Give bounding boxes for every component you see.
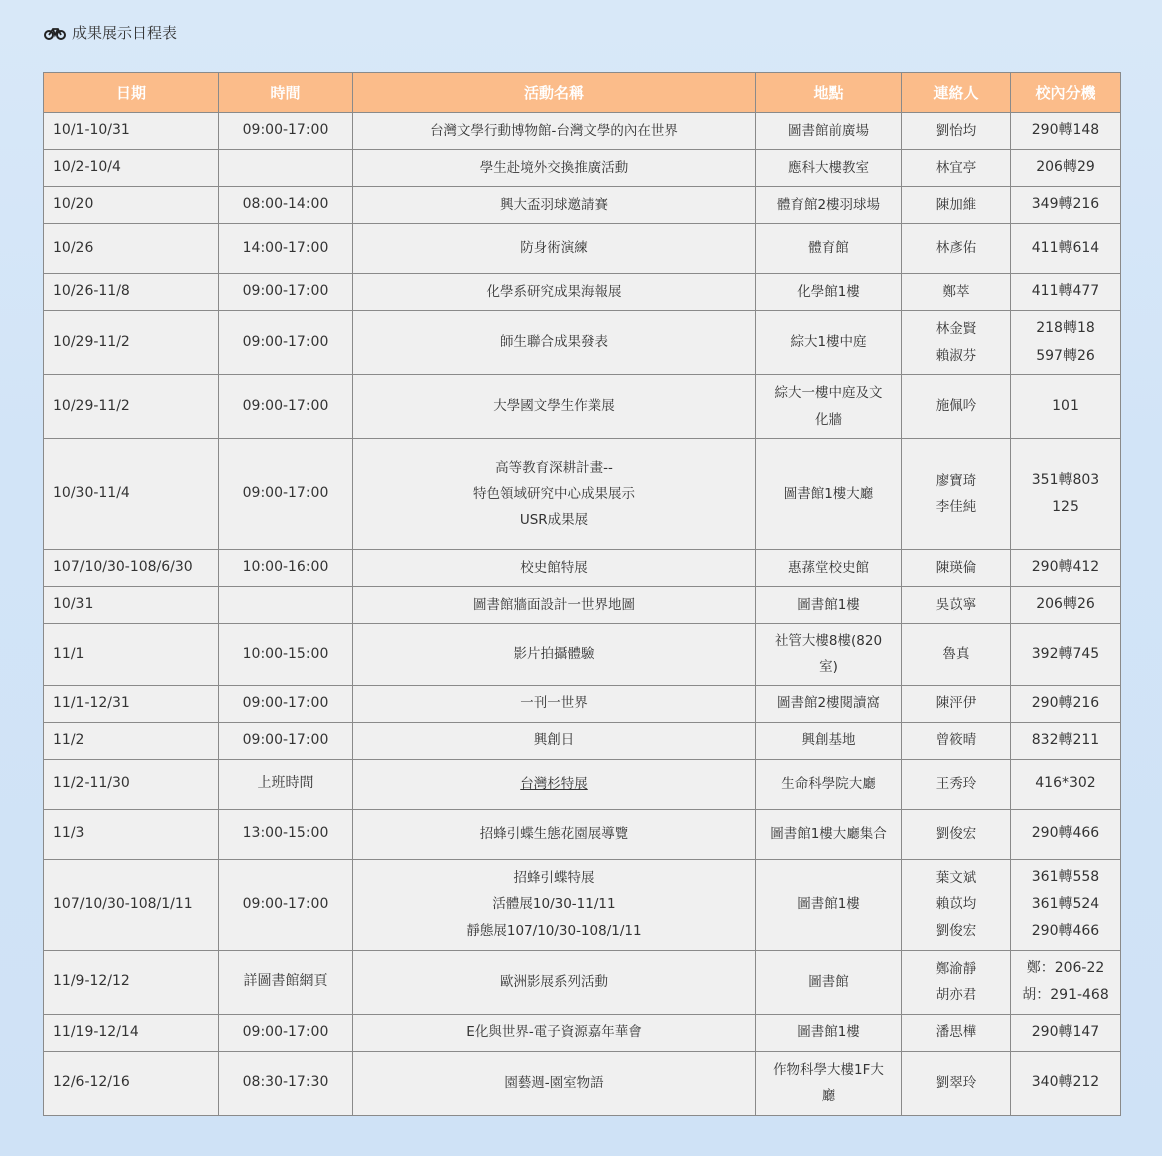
cell-location-line: 綜大一樓中庭及文 <box>774 385 883 402</box>
cell-location-line: 圖書館1樓 <box>797 1024 860 1041</box>
cell-time: 09:00-17:00 <box>219 859 353 950</box>
column-header-date: 日期 <box>44 73 219 113</box>
cell-date: 10/26 <box>44 224 219 274</box>
cell-contact-line: 林宜亭 <box>935 159 977 176</box>
cell-date: 10/20 <box>44 187 219 224</box>
table-row <box>44 809 1121 859</box>
cell-activity-line: 大學國文學生作業展 <box>493 398 615 415</box>
cell-location <box>756 722 902 759</box>
cell-location <box>756 439 902 550</box>
cell-time: 13:00-15:00 <box>219 809 353 859</box>
cell-activity-line: 特色領域研究中心成果展示 <box>473 485 635 502</box>
cell-contact <box>902 150 1011 187</box>
cell-extension <box>1011 439 1121 550</box>
cell-time: 詳圖書館網頁 <box>219 950 353 1014</box>
cell-extension <box>1011 859 1121 950</box>
cell-location-line: 圖書館1樓大廳集合 <box>770 825 887 842</box>
cell-location-line: 惠蓀堂校史館 <box>788 559 869 576</box>
table-row <box>44 550 1121 587</box>
cell-activity-line: 招蜂引蝶特展 <box>513 870 595 887</box>
cell-time: 09:00-17:00 <box>219 439 353 550</box>
cell-contact <box>902 587 1011 624</box>
cell-activity <box>353 950 756 1014</box>
column-header-time: 時間 <box>219 73 353 113</box>
cell-date: 10/30-11/4 <box>44 439 219 550</box>
table-row <box>44 624 1121 686</box>
cell-location <box>756 150 902 187</box>
table-row <box>44 950 1121 1014</box>
cell-contact-line: 鄭渝靜 <box>935 960 977 977</box>
cell-extension <box>1011 624 1121 686</box>
cell-contact-line: 鄭萃 <box>942 283 970 300</box>
cell-location-line: 化牆 <box>815 411 842 428</box>
cell-time: 09:00-17:00 <box>219 274 353 311</box>
schedule-table-container <box>43 72 1120 1116</box>
cell-extension <box>1011 809 1121 859</box>
cell-date: 10/31 <box>44 587 219 624</box>
cell-extension-line: 290轉148 <box>1031 122 1100 139</box>
cell-extension-line: 290轉147 <box>1031 1023 1100 1040</box>
table-row <box>44 1014 1121 1051</box>
cell-activity-line: 影片拍攝體驗 <box>513 646 595 663</box>
cell-contact-line: 曾筱晴 <box>935 732 977 749</box>
cell-date: 107/10/30-108/1/11 <box>44 859 219 950</box>
cell-extension-line: 411轉477 <box>1031 283 1100 300</box>
cell-contact <box>902 375 1011 439</box>
cell-contact-line: 潘思樺 <box>935 1024 977 1041</box>
cell-location-line: 生命科學院大廳 <box>781 775 876 792</box>
cell-location-line: 化學館1樓 <box>797 283 860 300</box>
cell-location <box>756 187 902 224</box>
cell-activity <box>353 587 756 624</box>
cell-activity-line: 師生聯合成果發表 <box>500 334 608 351</box>
cell-contact-line: 劉翠玲 <box>935 1074 977 1091</box>
cell-contact-line: 林金賢 <box>935 321 977 338</box>
cell-contact-line: 李佳純 <box>935 499 977 515</box>
cell-extension-line: 290轉466 <box>1031 923 1100 940</box>
cell-activity <box>353 685 756 722</box>
cell-location <box>756 950 902 1014</box>
cell-contact-line: 吳苡寧 <box>935 596 977 613</box>
cell-extension <box>1011 113 1121 150</box>
column-header-extension: 校內分機 <box>1011 73 1121 113</box>
cell-location <box>756 311 902 375</box>
cell-extension <box>1011 150 1121 187</box>
cell-activity <box>353 375 756 439</box>
cell-time: 09:00-17:00 <box>219 375 353 439</box>
cell-activity <box>353 150 756 187</box>
cell-date: 11/1 <box>44 624 219 686</box>
cell-extension-line: 125 <box>1052 499 1079 515</box>
cell-activity-line: 高等教育深耕計畫-- <box>495 459 613 476</box>
cell-contact-line: 魯真 <box>942 646 970 663</box>
cell-contact-line: 胡亦君 <box>935 987 977 1004</box>
cell-activity <box>353 722 756 759</box>
bicycle-icon <box>44 26 66 40</box>
cell-activity <box>353 1014 756 1051</box>
cell-extension-line: 206轉29 <box>1036 159 1095 176</box>
cell-extension-line: 290轉412 <box>1031 559 1100 576</box>
cell-activity <box>353 859 756 950</box>
cell-time: 09:00-17:00 <box>219 1014 353 1051</box>
cell-activity <box>353 1051 756 1115</box>
cell-extension <box>1011 587 1121 624</box>
cell-activity <box>353 624 756 686</box>
cell-location-line: 體育館 <box>808 240 849 257</box>
cell-extension <box>1011 1014 1121 1051</box>
cell-contact <box>902 311 1011 375</box>
cell-activity <box>353 113 756 150</box>
cell-contact-line: 施佩吟 <box>935 398 977 415</box>
cell-date: 11/9-12/12 <box>44 950 219 1014</box>
cell-activity <box>353 274 756 311</box>
cell-location-line: 圖書館 <box>808 973 849 990</box>
cell-date: 11/19-12/14 <box>44 1014 219 1051</box>
cell-contact <box>902 809 1011 859</box>
cell-contact-line: 劉俊宏 <box>935 922 977 939</box>
cell-extension <box>1011 550 1121 587</box>
cell-activity-line: 學生赴境外交換推廣活動 <box>479 159 629 176</box>
table-row <box>44 311 1121 375</box>
cell-location-line: 社管大樓8樓(820 <box>774 633 883 649</box>
column-header-location: 地點 <box>756 73 902 113</box>
cell-extension-line: 361轉524 <box>1031 895 1100 912</box>
cell-date: 10/29-11/2 <box>44 375 219 439</box>
cell-location-line: 圖書館1樓 <box>797 896 860 913</box>
cell-location-line: 綜大1樓中庭 <box>790 334 867 351</box>
cell-extension-line: 349轉216 <box>1031 196 1100 213</box>
cell-extension-line: 411轉614 <box>1031 239 1100 256</box>
cell-extension <box>1011 759 1121 809</box>
cell-location <box>756 274 902 311</box>
cell-date: 11/1-12/31 <box>44 685 219 722</box>
cell-extension-line: 361轉558 <box>1031 868 1100 885</box>
cell-contact <box>902 722 1011 759</box>
schedule-table <box>43 72 1121 1116</box>
cell-activity <box>353 224 756 274</box>
cell-activity <box>353 187 756 224</box>
cell-location <box>756 809 902 859</box>
cell-extension <box>1011 224 1121 274</box>
cell-location <box>756 113 902 150</box>
table-header-row <box>44 73 1121 113</box>
cell-location-line: 應科大樓教室 <box>788 159 869 176</box>
cell-activity-line: 招蜂引蝶生態花園展導覽 <box>479 825 629 842</box>
table-body <box>44 113 1121 1116</box>
table-row <box>44 150 1121 187</box>
cell-location <box>756 1051 902 1115</box>
cell-location-line: 體育館2樓羽球場 <box>776 196 881 213</box>
cell-activity[interactable] <box>353 759 756 809</box>
cell-activity-line: E化與世界-電子資源嘉年華會 <box>466 1024 642 1041</box>
cell-time: 10:00-16:00 <box>219 550 353 587</box>
cell-contact <box>902 550 1011 587</box>
cell-location <box>756 859 902 950</box>
cell-location <box>756 624 902 686</box>
cell-extension-line: 206轉26 <box>1036 596 1095 613</box>
cell-activity-line: USR成果展 <box>519 512 589 529</box>
cell-date: 12/6-12/16 <box>44 1051 219 1115</box>
cell-date: 10/29-11/2 <box>44 311 219 375</box>
table-row <box>44 759 1121 809</box>
cell-date: 11/3 <box>44 809 219 859</box>
cell-date: 10/26-11/8 <box>44 274 219 311</box>
cell-extension <box>1011 274 1121 311</box>
cell-activity-line[interactable]: 台灣杉特展 <box>520 775 588 792</box>
cell-contact-line: 賴苡均 <box>935 896 977 913</box>
cell-location-line: 圖書館1樓大廳 <box>783 485 874 502</box>
cell-extension-line: 101 <box>1052 397 1079 414</box>
cell-activity-line: 化學系研究成果海報展 <box>486 283 622 300</box>
cell-location-line: 圖書館前廣場 <box>788 122 869 139</box>
cell-contact <box>902 113 1011 150</box>
cell-date: 11/2-11/30 <box>44 759 219 809</box>
cell-time: 09:00-17:00 <box>219 722 353 759</box>
cell-contact-line: 陳加維 <box>935 196 977 213</box>
cell-location <box>756 375 902 439</box>
cell-contact-line: 葉文斌 <box>935 870 977 887</box>
cell-extension-line: 832轉211 <box>1031 731 1100 748</box>
cell-activity <box>353 550 756 587</box>
cell-extension-line: 218轉18 <box>1036 320 1095 337</box>
cell-extension-line: 416*302 <box>1035 775 1096 792</box>
cell-location-line: 作物科學大樓1F大 <box>773 1061 884 1078</box>
cell-activity <box>353 809 756 859</box>
cell-activity <box>353 439 756 550</box>
cell-contact-line: 陳瑛倫 <box>935 559 977 576</box>
table-row <box>44 1051 1121 1115</box>
cell-extension <box>1011 722 1121 759</box>
cell-extension <box>1011 375 1121 439</box>
cell-location <box>756 685 902 722</box>
cell-date: 107/10/30-108/6/30 <box>44 550 219 587</box>
cell-location <box>756 759 902 809</box>
cell-contact-line: 廖寶琦 <box>935 472 977 489</box>
table-row <box>44 224 1121 274</box>
cell-date: 11/2 <box>44 722 219 759</box>
column-header-activity: 活動名稱 <box>353 73 756 113</box>
cell-time: 上班時間 <box>219 759 353 809</box>
cell-contact <box>902 439 1011 550</box>
cell-extension-line: 鄭：206-22 <box>1026 959 1105 976</box>
cell-activity-line: 台灣文學行動博物館-台灣文學的內在世界 <box>430 122 678 139</box>
cell-location-line: 圖書館1樓 <box>797 596 860 613</box>
cell-activity-line: 園藝週-園室物語 <box>504 1074 604 1091</box>
cell-time: 09:00-17:00 <box>219 311 353 375</box>
cell-time: 08:00-14:00 <box>219 187 353 224</box>
table-row <box>44 187 1121 224</box>
cell-contact <box>902 1051 1011 1115</box>
table-row <box>44 113 1121 150</box>
cell-contact-line: 林彥佑 <box>935 240 977 257</box>
cell-extension <box>1011 950 1121 1014</box>
cell-extension <box>1011 311 1121 375</box>
cell-extension-line: 340轉212 <box>1031 1074 1100 1091</box>
cell-contact <box>902 274 1011 311</box>
cell-extension-line: 胡：291-468 <box>1022 987 1109 1004</box>
cell-time <box>219 587 353 624</box>
table-row <box>44 722 1121 759</box>
cell-time: 14:00-17:00 <box>219 224 353 274</box>
cell-time: 10:00-15:00 <box>219 624 353 686</box>
cell-time <box>219 150 353 187</box>
cell-extension <box>1011 685 1121 722</box>
cell-extension-line: 290轉216 <box>1031 694 1100 711</box>
cell-time: 08:30-17:30 <box>219 1051 353 1115</box>
cell-time: 09:00-17:00 <box>219 685 353 722</box>
table-row <box>44 587 1121 624</box>
cell-location-line: 廳 <box>821 1088 836 1105</box>
cell-activity-line: 歐洲影展系列活動 <box>500 973 608 990</box>
cell-time: 09:00-17:00 <box>219 113 353 150</box>
table-row <box>44 685 1121 722</box>
cell-extension <box>1011 1051 1121 1115</box>
table-row <box>44 274 1121 311</box>
cell-contact-line: 劉怡均 <box>935 122 977 139</box>
cell-date: 10/1-10/31 <box>44 113 219 150</box>
column-header-contact: 連絡人 <box>902 73 1011 113</box>
cell-location-line: 室) <box>819 659 838 676</box>
cell-contact <box>902 1014 1011 1051</box>
cell-activity-line: 活體展10/30-11/11 <box>492 896 616 913</box>
cell-activity-line: 靜態展107/10/30-108/1/11 <box>466 922 642 939</box>
cell-contact <box>902 950 1011 1014</box>
cell-contact-line: 王秀玲 <box>935 775 977 792</box>
table-row <box>44 439 1121 550</box>
cell-contact <box>902 624 1011 686</box>
cell-contact-line: 陳泙伊 <box>935 695 977 712</box>
cell-location <box>756 1014 902 1051</box>
cell-location <box>756 224 902 274</box>
table-row <box>44 375 1121 439</box>
cell-extension-line: 351轉803 <box>1031 471 1100 488</box>
cell-activity-line: 防身術演練 <box>520 240 588 257</box>
cell-activity-line: 校史館特展 <box>520 559 588 576</box>
cell-activity-line: 一刊一世界 <box>520 695 588 712</box>
cell-extension-line: 392轉745 <box>1031 645 1100 662</box>
cell-location-line: 圖書館2樓閱讀窩 <box>776 695 881 712</box>
cell-activity-line: 興創日 <box>533 732 575 749</box>
cell-location <box>756 587 902 624</box>
cell-location-line: 興創基地 <box>801 732 856 749</box>
cell-extension <box>1011 187 1121 224</box>
cell-location <box>756 550 902 587</box>
cell-contact <box>902 224 1011 274</box>
page-title <box>44 22 177 43</box>
cell-extension-line: 597轉26 <box>1036 347 1095 364</box>
table-row <box>44 859 1121 950</box>
cell-activity <box>353 311 756 375</box>
cell-contact <box>902 685 1011 722</box>
cell-contact <box>902 187 1011 224</box>
cell-contact-line: 劉俊宏 <box>935 825 977 842</box>
cell-activity-line: 興大盃羽球邀請賽 <box>500 196 608 213</box>
cell-contact <box>902 759 1011 809</box>
cell-extension-line: 290轉466 <box>1031 825 1100 842</box>
cell-activity-line: 圖書館牆面設計一世界地圖 <box>473 596 635 613</box>
cell-contact <box>902 859 1011 950</box>
page-title-text: 成果展示日程表 <box>72 24 178 42</box>
cell-contact-line: 賴淑芬 <box>935 347 977 364</box>
cell-date: 10/2-10/4 <box>44 150 219 187</box>
